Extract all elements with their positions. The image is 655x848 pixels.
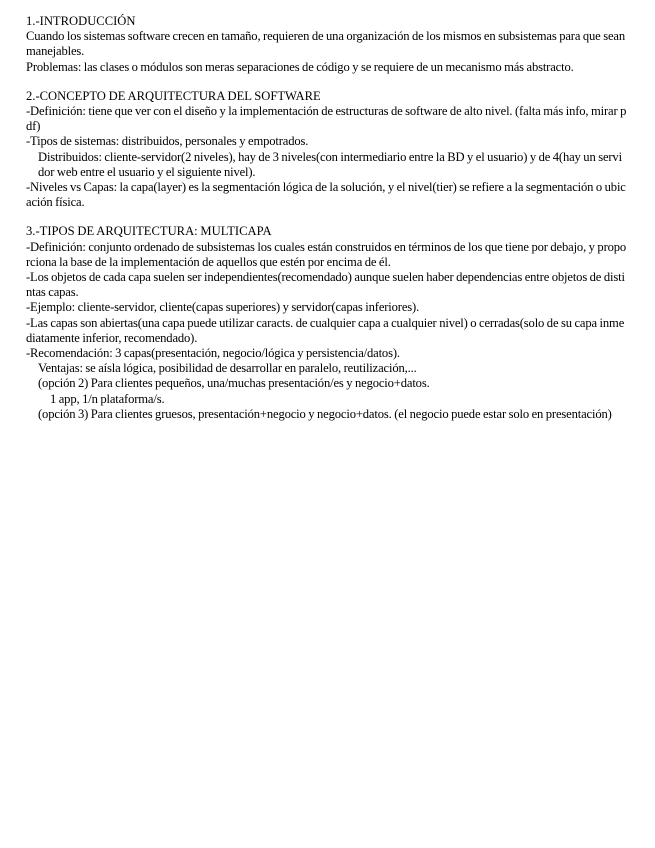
paragraph: -Definición: tiene que ver con el diseño y la implementación de estructuras de software de alto nivel. (falta más info, mirar pdf): [26, 104, 627, 134]
paragraph-indented: (opción 3) Para clientes gruesos, presentación+negocio y negocio+datos. (el negocio puede estar solo en presentación): [38, 406, 612, 421]
paragraph-indented: Distribuidos: cliente-servidor(2 niveles), hay de 3 niveles(con intermediario entre la BD y el usuario) y de 4(hay un servidor web entre el usuario y el siguiente nivel).: [38, 149, 622, 179]
paragraph-indented: (opción 2) Para clientes pequeños, una/muchas presentación/es y negocio+datos.: [38, 376, 430, 391]
paragraph: -Ejemplo: cliente-servidor, cliente(capas superiores) y servidor(capas inferiores).: [26, 300, 420, 315]
paragraph: -Definición: conjunto ordenado de subsistemas los cuales están construidos en términos de los que tiene por debajo, y proporciona la base de la implementación de aquellos que estén por encima de él.: [26, 239, 627, 269]
paragraph-indented: Ventajas: se aísla lógica, posibilidad de desarrollar en paralelo, reutilización,...: [38, 361, 417, 376]
section-introduccion: [26, 14, 628, 75]
paragraph: -Las capas son abiertas(una capa puede utilizar caracts. de cualquier capa a cualquier nivel) o cerradas(solo de su capa inmediatamente inferior, recomendado).: [26, 315, 625, 345]
paragraph: -Recomendación: 3 capas(presentación, negocio/lógica y persistencia/datos).: [26, 346, 400, 361]
section-concepto-arquitectura: [26, 89, 628, 211]
section-tipos-arquitectura: [26, 224, 628, 422]
section-heading: 2.-CONCEPTO DE ARQUITECTURA DEL SOFTWARE: [26, 88, 321, 103]
paragraph-indented-deep: 1 app, 1/n plataforma/s.: [50, 391, 165, 406]
paragraph: -Tipos de sistemas: distribuidos, personales y empotrados.: [26, 134, 309, 149]
paragraph: -Los objetos de cada capa suelen ser independientes(recomendado) aunque suelen haber dependencias entre objetos de distintas capas.: [26, 270, 625, 300]
section-heading: 1.-INTRODUCCIÓN: [26, 14, 136, 28]
section-heading: 3.-TIPOS DE ARQUITECTURA: MULTICAPA: [26, 224, 272, 239]
paragraph: Cuando los sistemas software crecen en tamaño, requieren de una organización de los mismos en subsistemas para que sean manejables.: [26, 29, 628, 59]
paragraph: -Niveles vs Capas: la capa(layer) es la segmentación lógica de la solución, y el nivel(tier) se refiere a la segmentación o ubicación física.: [26, 180, 626, 210]
document-body: [26, 14, 628, 436]
paragraph: Problemas: las clases o módulos son meras separaciones de código y se requiere de un mecanismo más abstracto.: [26, 59, 574, 74]
